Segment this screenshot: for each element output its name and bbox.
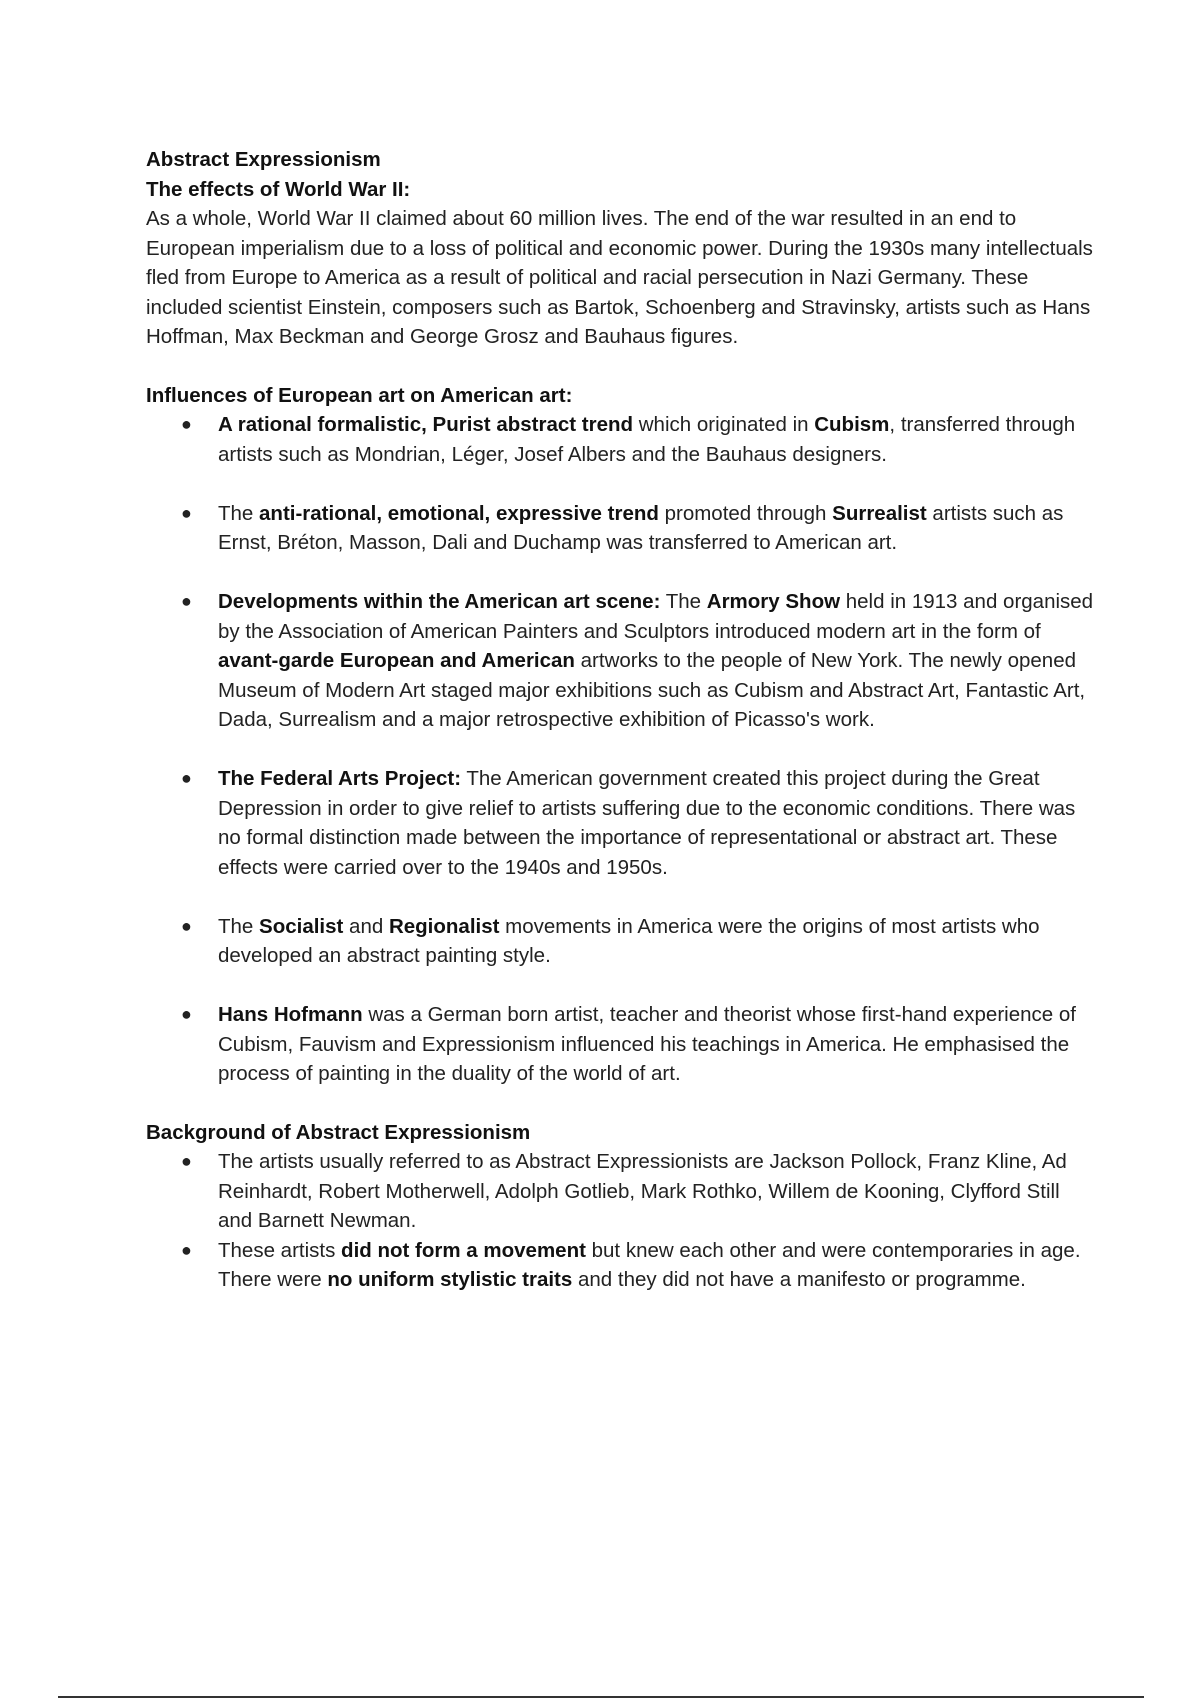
bold-text: Cubism (814, 413, 890, 436)
text: which originated in (633, 413, 815, 436)
text: , transferred through artists such as Mondrian, Léger, Josef Albers and the Bauhaus designers. (218, 413, 1076, 466)
bullet-icon: ● (181, 1239, 192, 1260)
text: and (343, 914, 389, 938)
influences-list (146, 410, 1096, 1089)
document-page (146, 145, 1096, 1295)
text: The (660, 590, 707, 613)
background-list (146, 1147, 1096, 1295)
list-item (146, 1000, 1096, 1089)
list-item (146, 410, 1096, 469)
text: movements in America were the origins of most artists who developed an abstract painting style. (218, 914, 1040, 967)
bullet-icon: ● (181, 591, 192, 611)
bold-text: Surrealist (832, 501, 927, 525)
section-heading-ww2: The effects of World War II: (146, 177, 411, 201)
bold-text: no uniform stylistic traits (327, 1268, 573, 1291)
document-title: Abstract Expressionism (146, 148, 381, 171)
text: These artists (218, 1238, 342, 1262)
section-heading-influences: Influences of European art on American art: (146, 383, 573, 407)
text: was a German born artist, teacher and theorist whose first-hand experience of Cubism, Fauvism and Expressionism influenced his teachings in America. He emphasised the process of painting in the duality of the world of art. (218, 1003, 1076, 1085)
bullet-icon: ● (181, 915, 192, 936)
list-item (146, 1236, 1096, 1295)
list-item (146, 499, 1096, 558)
bullet-icon: ● (181, 768, 192, 788)
spacer (146, 352, 1096, 381)
spacer (146, 1089, 1096, 1118)
bold-text: Developments within the American art scene: (218, 590, 661, 613)
list-item (146, 912, 1096, 971)
text: The (218, 501, 260, 525)
text: artists such as Ernst, Bréton, Masson, Dali and Duchamp was transferred to American art. (218, 501, 1064, 554)
bold-text: Armory Show (706, 590, 841, 613)
page-bottom-rule (58, 1696, 1144, 1698)
list-item (146, 764, 1096, 882)
text: The (218, 914, 260, 938)
bold-text: Socialist (259, 914, 344, 938)
bold-text: avant-garde European and American (218, 649, 575, 672)
text: The American government created this project during the Great Depression in order to give relief to artists suffering due to the economic conditions. There was no formal distinction made between the importance of representational or abstract art. These effects were carried over to the 1940s and 1950s. (218, 767, 1076, 879)
bullet-icon: ● (181, 414, 192, 434)
bold-text: Hans Hofmann (218, 1003, 363, 1026)
text: The artists usually referred to as Abstract Expressionists are Jackson Pollock, Franz Kline, Ad Reinhardt, Robert Motherwell, Adolph Gotlieb, Mark Rothko, Willem de Kooning, Clyfford Still and Barnett Newman. (218, 1150, 1067, 1232)
text: held in 1913 and organised by the Association of American Painters and Sculptors introduced modern art in the form of (218, 590, 1094, 643)
bold-text: A rational formalistic, Purist abstract trend (218, 413, 634, 436)
bullet-icon: ● (181, 502, 192, 523)
text: artworks to the people of New York. The newly opened Museum of Modern Art staged major exhibitions such as Cubism and Abstract Art, Fantastic Art, Dada, Surrealism and a major retrospective exhibition of Picasso's work. (218, 649, 1086, 731)
text: and they did not have a manifesto or programme. (572, 1268, 1026, 1291)
text: but knew each other and were contemporaries in age. There were (218, 1238, 1081, 1291)
bold-text: did not form a movement (341, 1238, 586, 1262)
text: promoted through (658, 501, 833, 525)
bold-text: anti-rational, emotional, expressive trend (259, 501, 659, 525)
list-item (146, 1147, 1096, 1236)
bold-text: The Federal Arts Project: (218, 767, 462, 790)
list-item (146, 587, 1096, 735)
section-heading-background: Background of Abstract Expressionism (146, 1120, 531, 1144)
bullet-icon: ● (181, 1004, 192, 1024)
bullet-icon: ● (181, 1151, 192, 1171)
section-body-ww2: As a whole, World War II claimed about 60 million lives. The end of the war resulted in an end to European imperialism due to a loss of political and economic power. During the 1930s many intellectuals fled from Europe to America as a result of political and racial persecution in Nazi Germany. These included scientist Einstein, composers such as Bartok, Schoenberg and Stravinsky, artists such as Hans Hoffman, Max Beckman and George Grosz and Bauhaus figures. (146, 207, 1093, 348)
bold-text: Regionalist (388, 914, 500, 938)
